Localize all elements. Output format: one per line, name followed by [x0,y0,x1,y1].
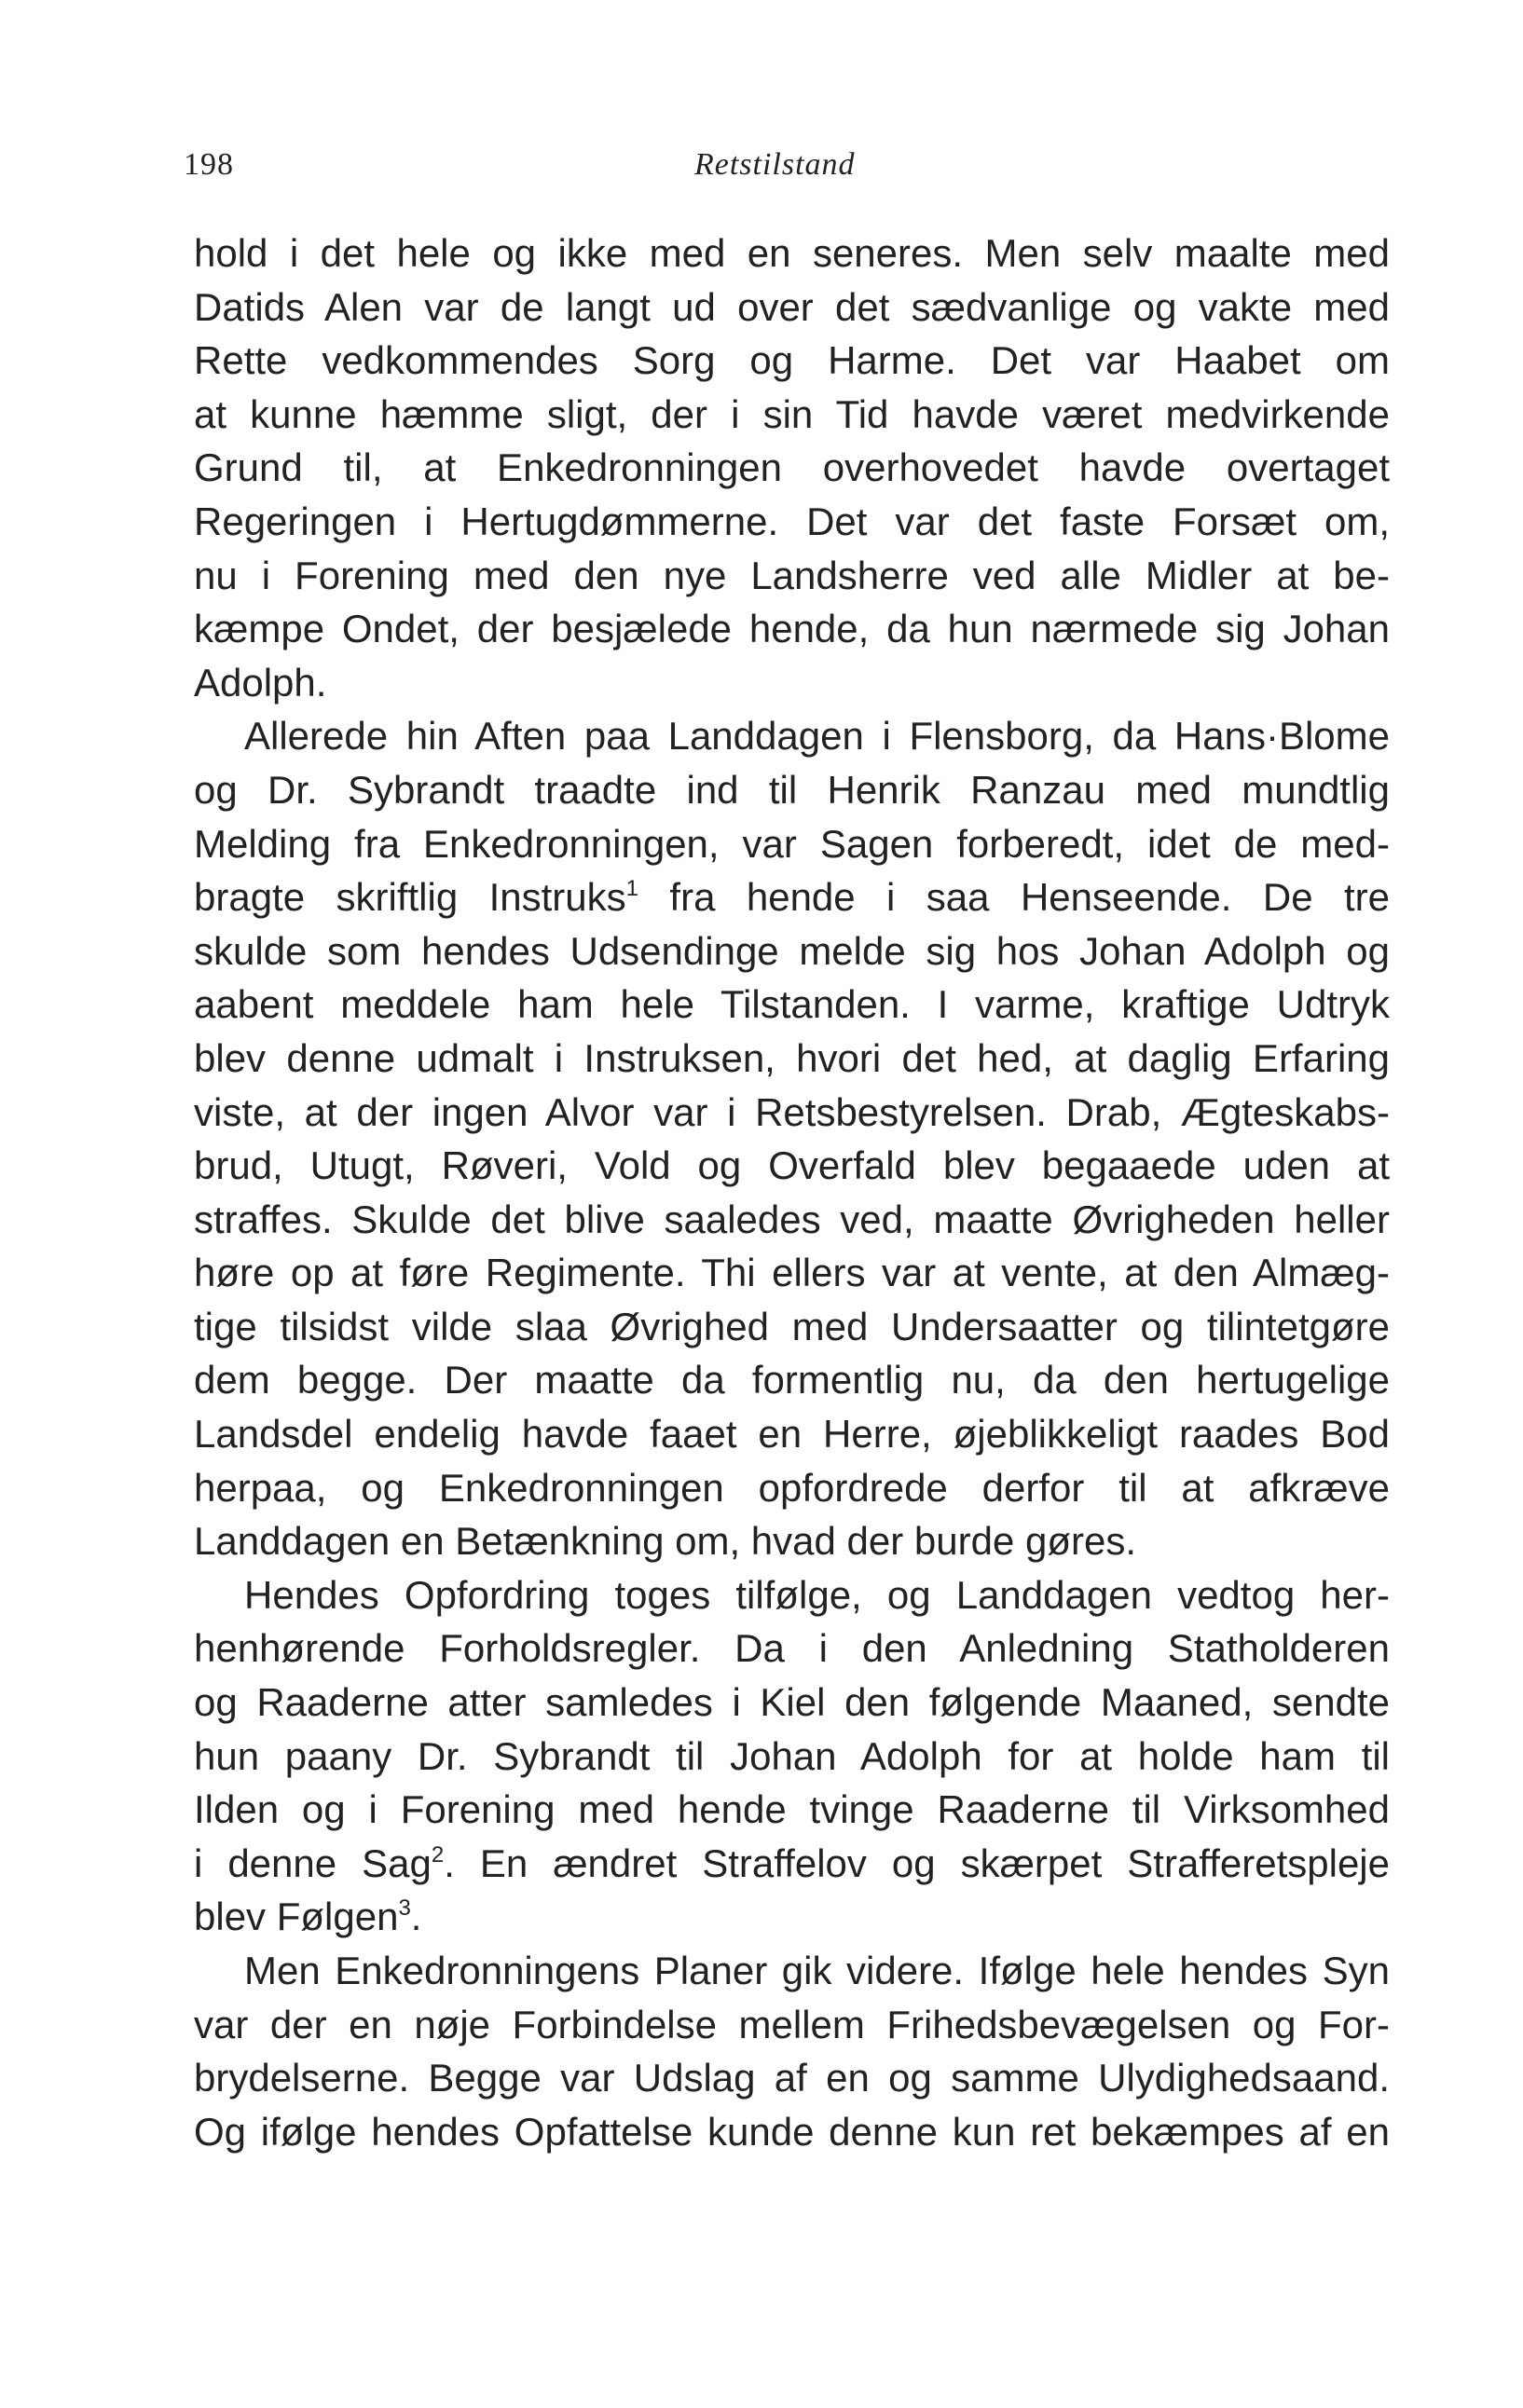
text-line: aabent meddele ham hele Tilstanden. I varme, kraftige Udtryk [194,982,1390,1027]
text-line: dem begge. Der maatte da formentlig nu, da den hertugelige [194,1358,1390,1402]
text-fragment: . En ændret Straffelov og skærpet Strafferetspleje [444,1840,1390,1885]
text-fragment: fra hende i saa Henseende. De tre [638,875,1390,920]
paragraph [194,1568,1390,1944]
text-line: at kunne hæmme sligt, der i sin Tid havde været medvirkende [194,391,1390,436]
text-line: viste, at der ingen Alvor var i Retsbestyrelsen. Drab, Ægteskabs- [194,1089,1390,1134]
page-number: 198 [184,147,234,182]
text-line: Ilden og i Forening med hende tvinge Raaderne til Virksomhed [194,1787,1390,1832]
text-line: Adolph. [194,660,327,705]
text-line: skulde som hendes Udsendinge melde sig hos Johan Adolph og [194,928,1390,973]
text-line-with-footnote [194,1837,1390,1891]
body-text [194,226,1390,2158]
text-line-with-footnote [194,870,1390,924]
text-line: var der en nøje Forbindelse mellem Frihedsbevægelsen og For- [194,2002,1390,2046]
text-line: Allerede hin Aften paa Landdagen i Flensborg, da Hans·Blome [244,714,1390,759]
text-line: høre op at føre Regimente. Thi ellers var at vente, at den Almæg- [194,1251,1390,1295]
text-line: og Dr. Sybrandt traadte ind til Henrik Ranzau med mundtlig [194,767,1390,812]
text-line-with-footnote [194,1890,1390,1944]
text-line: Landsdel endelig havde faaet en Herre, øjeblikkeligt raades Bod [194,1412,1390,1457]
text-line: brydelserne. Begge var Udslag af en og samme Ulydighedsaand. [194,2056,1390,2100]
text-line: brud, Utugt, Røveri, Vold og Overfald blev begaaede uden at [194,1143,1390,1188]
text-fragment: i denne Sag [194,1840,432,1885]
text-line: Men Enkedronningens Planer gik videre. Ifølge hele hendes Syn [244,1949,1390,1992]
text-line: Grund til, at Enkedronningen overhovedet havde overtaget [194,445,1390,490]
text-line: Hendes Opfordring toges tilfølge, og Landdagen vedtog her- [244,1572,1390,1617]
text-line: hun paany Dr. Sybrandt til Johan Adolph for at holde ham til [194,1733,1390,1778]
paragraph [194,226,1390,709]
text-line: henhørende Forholdsregler. Da i den Anledning Statholderen [194,1626,1390,1671]
text-line: og Raaderne atter samledes i Kiel den følgende Maaned, sendte [194,1680,1390,1725]
running-title: Retstilstand [694,147,856,182]
text-line: Og ifølge hendes Opfattelse kunde denne kun ret bekæmpes af en [194,2109,1390,2154]
footnote-marker: 2 [431,1841,445,1868]
text-line: Melding fra Enkedronningen, var Sagen forberedt, idet de med- [194,821,1390,866]
text-fragment: . [410,1895,422,1939]
text-line: straffes. Skulde det blive saaledes ved, maatte Øvrigheden heller [194,1197,1390,1241]
text-line: nu i Forening med den nye Landsherre ved alle Midler at be- [194,553,1390,597]
footnote-marker: 1 [625,876,638,902]
text-line: kæmpe Ondet, der besjælede hende, da hun nærmede sig Johan [194,607,1390,651]
text-fragment: bragte skriftlig Instruks [194,875,626,920]
text-line: Regeringen i Hertugdømmerne. Det var det faste Forsæt om, [194,499,1390,543]
text-fragment: blev Følgen [194,1895,399,1939]
paragraph [194,1944,1390,2158]
text-line: herpaa, og Enkedronningen opfordrede derfor til at afkræve [194,1465,1390,1510]
footnote-marker: 3 [398,1895,411,1922]
text-line: tige tilsidst vilde slaa Øvrighed med Undersaatter og tilintetgøre [194,1304,1390,1348]
text-line: Landdagen en Betænkning om, hvad der burde gøres. [194,1519,1137,1564]
paragraph [194,709,1390,1568]
running-header [184,147,1391,194]
text-line: Rette vedkommendes Sorg og Harme. Det var Haabet om [194,338,1390,383]
text-line: hold i det hele og ikke med en seneres. Men selv maalte med [194,231,1390,275]
text-line: Datids Alen var de langt ud over det sædvanlige og vakte med [194,284,1390,329]
text-line: blev denne udmalt i Instruksen, hvori det hed, at daglig Erfaring [194,1035,1390,1080]
